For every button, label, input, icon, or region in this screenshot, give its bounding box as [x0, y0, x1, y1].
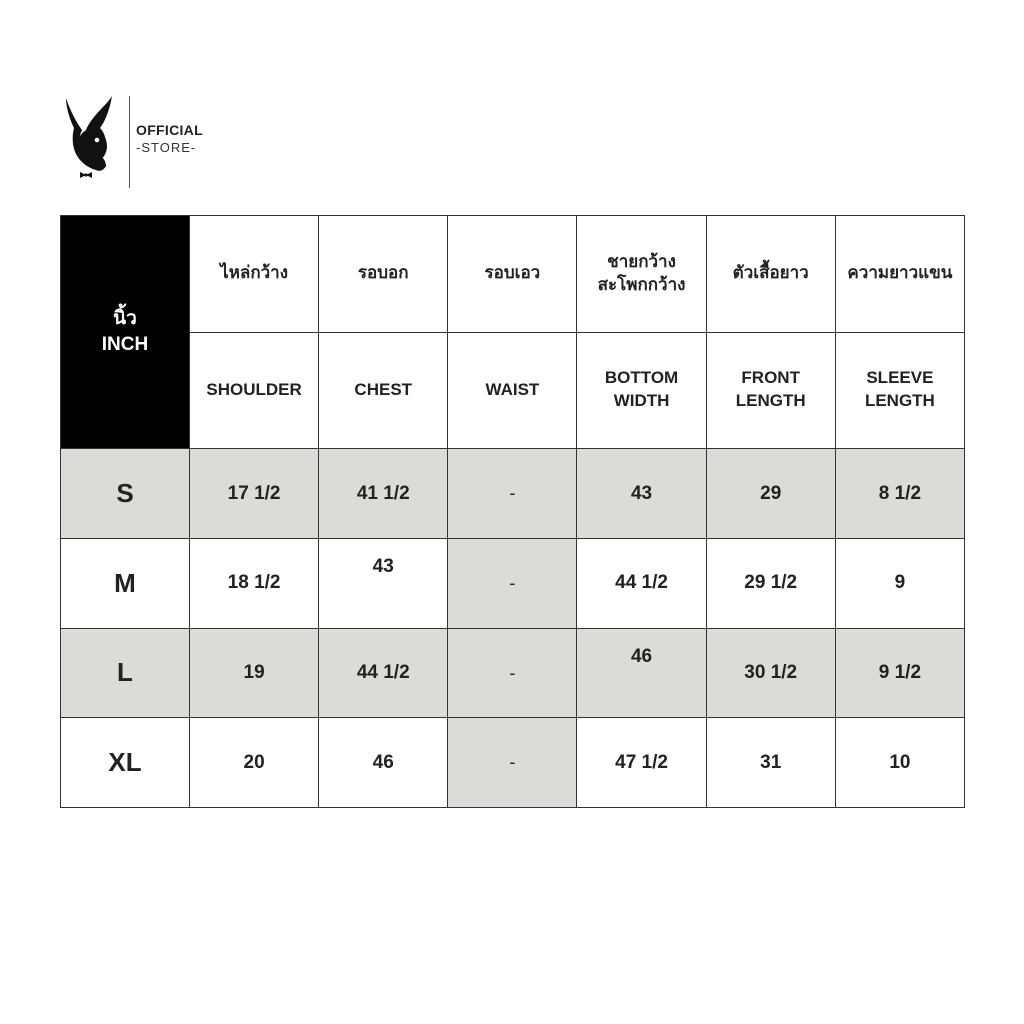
header-sleeve-en — [835, 332, 964, 449]
front-length-cell: 30 1/2 — [706, 628, 835, 718]
sleeve-length-cell: 9 1/2 — [835, 628, 964, 718]
header-waist-en — [448, 332, 577, 449]
unit-en-label: INCH — [101, 334, 149, 356]
size-cell: S — [61, 449, 190, 539]
size-cell: L — [61, 628, 190, 718]
header-text: LENGTH — [735, 391, 806, 411]
front-length-cell: 29 — [706, 449, 835, 539]
bottom-width-cell — [577, 628, 706, 718]
header-sleeve-thai — [835, 216, 964, 333]
header-front-en — [706, 332, 835, 449]
bottom-width-cell: 44 1/2 — [577, 538, 706, 628]
header-text: WAIST — [485, 379, 540, 399]
header-bottom-thai — [577, 216, 706, 333]
header-row-en — [61, 332, 965, 449]
unit-header-cell — [61, 216, 190, 449]
brand-store-label: -STORE- — [136, 140, 197, 155]
brand-official-label: OFFICIAL — [136, 122, 203, 138]
chest-cell: 44 1/2 — [319, 628, 448, 718]
header-text: ความยาวแขน — [847, 263, 953, 283]
size-cell: XL — [61, 718, 190, 808]
chest-value: 43 — [372, 556, 394, 578]
header-shoulder-en — [190, 332, 319, 449]
sleeve-length-cell: 9 — [835, 538, 964, 628]
header-shoulder-thai — [190, 216, 319, 333]
header-text: BOTTOM — [604, 368, 679, 388]
bottom-width-value: 46 — [630, 646, 653, 668]
header-bottom-en — [577, 332, 706, 449]
header-text: ตัวเสื้อยาว — [732, 263, 809, 283]
header-text: ชายกว้าง — [607, 251, 676, 271]
chest-cell — [319, 538, 448, 628]
brand-divider — [129, 96, 130, 188]
front-length-cell: 29 1/2 — [706, 538, 835, 628]
header-chest-en — [319, 332, 448, 449]
header-text: CHEST — [354, 379, 413, 399]
chest-cell: 41 1/2 — [319, 449, 448, 539]
header-text: รอบอก — [357, 263, 409, 283]
header-waist-thai — [448, 216, 577, 333]
front-length-cell: 31 — [706, 718, 835, 808]
table-row — [61, 718, 965, 808]
chest-cell: 46 — [319, 718, 448, 808]
header-text: สะโพกกว้าง — [597, 274, 686, 294]
header-text: SLEEVE — [866, 368, 934, 388]
table-row — [61, 628, 965, 718]
bottom-width-cell: 47 1/2 — [577, 718, 706, 808]
brand-text — [136, 122, 203, 155]
shoulder-cell: 17 1/2 — [190, 449, 319, 539]
sleeve-length-cell: 8 1/2 — [835, 449, 964, 539]
header-row-thai — [61, 216, 965, 333]
header-text: FRONT — [741, 368, 800, 388]
waist-cell: - — [448, 628, 577, 718]
header-text: SHOULDER — [206, 379, 302, 399]
unit-thai-label: นิ้ว — [113, 308, 137, 330]
waist-cell: - — [448, 718, 577, 808]
header-front-thai — [706, 216, 835, 333]
shoulder-cell: 18 1/2 — [190, 538, 319, 628]
header-text: LENGTH — [864, 391, 935, 411]
header-chest-thai — [319, 216, 448, 333]
brand-logo-area — [60, 96, 280, 188]
header-text: รอบเอว — [484, 263, 541, 283]
bottom-width-cell: 43 — [577, 449, 706, 539]
bunny-logo-icon — [60, 96, 118, 182]
shoulder-cell: 19 — [190, 628, 319, 718]
header-text: WIDTH — [613, 391, 670, 411]
table-row — [61, 449, 965, 539]
size-cell: M — [61, 538, 190, 628]
waist-cell: - — [448, 538, 577, 628]
header-text: ไหล่กว้าง — [220, 263, 288, 283]
table-row — [61, 538, 965, 628]
size-chart-table — [60, 215, 965, 808]
sleeve-length-cell: 10 — [835, 718, 964, 808]
waist-cell: - — [448, 449, 577, 539]
shoulder-cell: 20 — [190, 718, 319, 808]
